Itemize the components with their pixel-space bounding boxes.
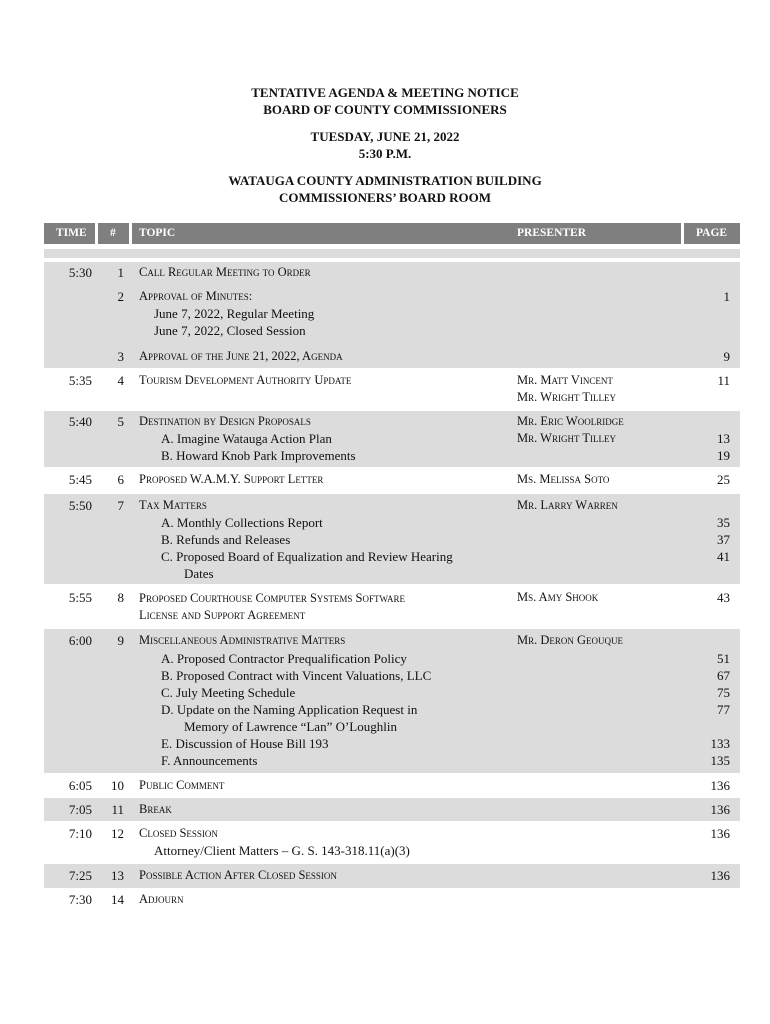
item-subtopic: F. Announcements — [161, 753, 258, 768]
item-page: 136 — [710, 868, 730, 883]
item-page: 19 — [717, 448, 730, 463]
item-presenter: Mr. Eric Woolridge — [517, 414, 624, 428]
item-presenter: Mr. Wright Tilley — [517, 431, 616, 445]
item-number: 6 — [117, 472, 124, 487]
item-subtopic: A. Monthly Collections Report — [161, 515, 323, 530]
item-page: 133 — [710, 736, 730, 751]
item-number: 10 — [111, 778, 124, 793]
col-page: PAGE — [696, 227, 728, 239]
item-number: 14 — [111, 892, 124, 907]
item-topic: Possible Action After Closed Session — [139, 868, 337, 882]
notice-title-line1: TENTATIVE AGENDA & MEETING NOTICE — [251, 85, 519, 100]
item-time: 6:00 — [68, 633, 92, 648]
item-time: 5:35 — [68, 373, 92, 388]
meeting-time-line: 5:30 P.M. — [358, 146, 412, 161]
item-page: 75 — [717, 685, 730, 700]
item-presenter: Mr. Matt Vincent — [517, 373, 613, 387]
item-time: 5:55 — [68, 590, 92, 605]
agenda-block-1 — [44, 262, 740, 368]
item-subtopic: D. Update on the Naming Application Request in — [161, 702, 418, 717]
item-page: 11 — [717, 373, 730, 388]
item-presenter: Ms. Amy Shook — [517, 590, 599, 604]
item-number: 4 — [117, 373, 124, 388]
item-time: 5:50 — [68, 498, 92, 513]
item-subtopic: E. Discussion of House Bill 193 — [161, 736, 329, 751]
item-topic: Public Comment — [139, 778, 225, 792]
item-number: 1 — [117, 265, 124, 280]
notice-title — [0, 84, 770, 118]
item-page: 41 — [717, 549, 730, 564]
item-number: 7 — [117, 498, 124, 513]
item-subtopic: A. Proposed Contractor Prequalification Policy — [161, 651, 407, 666]
item-topic: Call Regular Meeting to Order — [139, 265, 311, 279]
item-number: 3 — [117, 349, 124, 364]
location-line1: WATAUGA COUNTY ADMINISTRATION BUILDING — [228, 173, 542, 188]
item-subtopic: June 7, 2022, Regular Meeting — [154, 306, 315, 321]
item-time: 5:40 — [68, 414, 92, 429]
item-number: 12 — [111, 826, 124, 841]
item-subtopic: Memory of Lawrence “Lan” O’Loughlin — [184, 719, 397, 734]
item-topic: Tax Matters — [139, 498, 207, 512]
item-page: 43 — [717, 590, 730, 605]
item-subtopic: B. Howard Knob Park Improvements — [161, 448, 356, 463]
item-topic: Approval of the June 21, 2022, Agenda — [139, 349, 343, 363]
col-num: # — [110, 227, 116, 239]
col-time: TIME — [56, 227, 87, 239]
meeting-date-line: TUESDAY, JUNE 21, 2022 — [310, 129, 460, 144]
agenda-row-9 — [44, 629, 740, 773]
item-presenter: Mr. Wright Tilley — [517, 390, 616, 404]
meeting-date — [0, 128, 770, 162]
item-subtopic: B. Proposed Contract with Vincent Valuations, LLC — [161, 668, 432, 683]
item-time: 7:30 — [68, 892, 92, 907]
item-time: 6:05 — [68, 778, 92, 793]
item-page: 136 — [710, 802, 730, 817]
item-topic-continued: License and Support Agreement — [139, 608, 306, 622]
item-time: 7:10 — [68, 826, 92, 841]
header-spacer — [44, 249, 740, 258]
item-number: 5 — [117, 414, 124, 429]
item-number: 13 — [111, 868, 124, 883]
agenda-row-13 — [44, 864, 740, 888]
agenda-row-14 — [44, 888, 740, 912]
item-time: 5:45 — [68, 472, 92, 487]
item-time: 5:30 — [68, 265, 92, 280]
item-subtopic: Dates — [184, 566, 214, 581]
table-header — [44, 223, 740, 244]
agenda-row-10 — [44, 773, 740, 797]
item-page: 135 — [710, 753, 730, 768]
notice-title-line2: BOARD OF COUNTY COMMISSIONERS — [263, 102, 507, 117]
item-topic: Break — [139, 802, 172, 816]
item-presenter: Mr. Larry Warren — [517, 498, 618, 512]
col-topic: TOPIC — [139, 227, 176, 239]
item-page: 136 — [710, 778, 730, 793]
item-topic: Closed Session — [139, 826, 218, 840]
item-number: 2 — [117, 289, 124, 304]
item-page: 51 — [717, 651, 730, 666]
item-page: 1 — [723, 289, 730, 304]
item-topic: Miscellaneous Administrative Matters — [139, 633, 346, 647]
item-page: 13 — [717, 431, 730, 446]
item-number: 11 — [111, 802, 124, 817]
agenda-row-11 — [44, 798, 740, 821]
item-page: 37 — [717, 532, 730, 547]
item-topic: Destination by Design Proposals — [139, 414, 311, 428]
item-subtopic: June 7, 2022, Closed Session — [154, 323, 306, 338]
item-subtopic: B. Refunds and Releases — [161, 532, 291, 547]
item-subtopic: C. Proposed Board of Equalization and Review Hearing — [161, 549, 453, 564]
agenda-row-7 — [44, 494, 740, 584]
item-topic: Proposed W.A.M.Y. Support Letter — [139, 472, 324, 486]
item-page: 25 — [717, 472, 730, 487]
item-page: 35 — [717, 515, 730, 530]
agenda-row-8 — [44, 584, 740, 628]
item-page: 67 — [717, 668, 730, 683]
item-time: 7:05 — [68, 802, 92, 817]
location-line2: COMMISSIONERS’ BOARD ROOM — [278, 190, 492, 205]
item-topic: Approval of Minutes: — [139, 289, 253, 303]
agenda-row-12 — [44, 821, 740, 863]
item-subtopic: Attorney/Client Matters – G. S. 143-318.11(a)(3) — [154, 843, 410, 858]
agenda-row-4 — [44, 368, 740, 408]
agenda-row-5 — [44, 411, 740, 467]
col-presenter: PRESENTER — [517, 227, 587, 239]
item-subtopic: C. July Meeting Schedule — [161, 685, 296, 700]
item-time: 7:25 — [68, 868, 92, 883]
meeting-location — [0, 172, 770, 206]
item-subtopic: A. Imagine Watauga Action Plan — [161, 431, 332, 446]
item-topic: Tourism Development Authority Update — [139, 373, 352, 387]
item-page: 136 — [710, 826, 730, 841]
item-number: 8 — [117, 590, 124, 605]
item-topic: Adjourn — [139, 892, 184, 906]
item-presenter: Mr. Deron Geouque — [517, 633, 624, 647]
item-number: 9 — [117, 633, 124, 648]
item-page: 77 — [717, 702, 730, 717]
item-topic: Proposed Courthouse Computer Systems Software — [139, 591, 406, 605]
item-page: 9 — [723, 349, 730, 364]
agenda-row-6 — [44, 467, 740, 492]
item-presenter: Ms. Melissa Soto — [517, 472, 610, 486]
